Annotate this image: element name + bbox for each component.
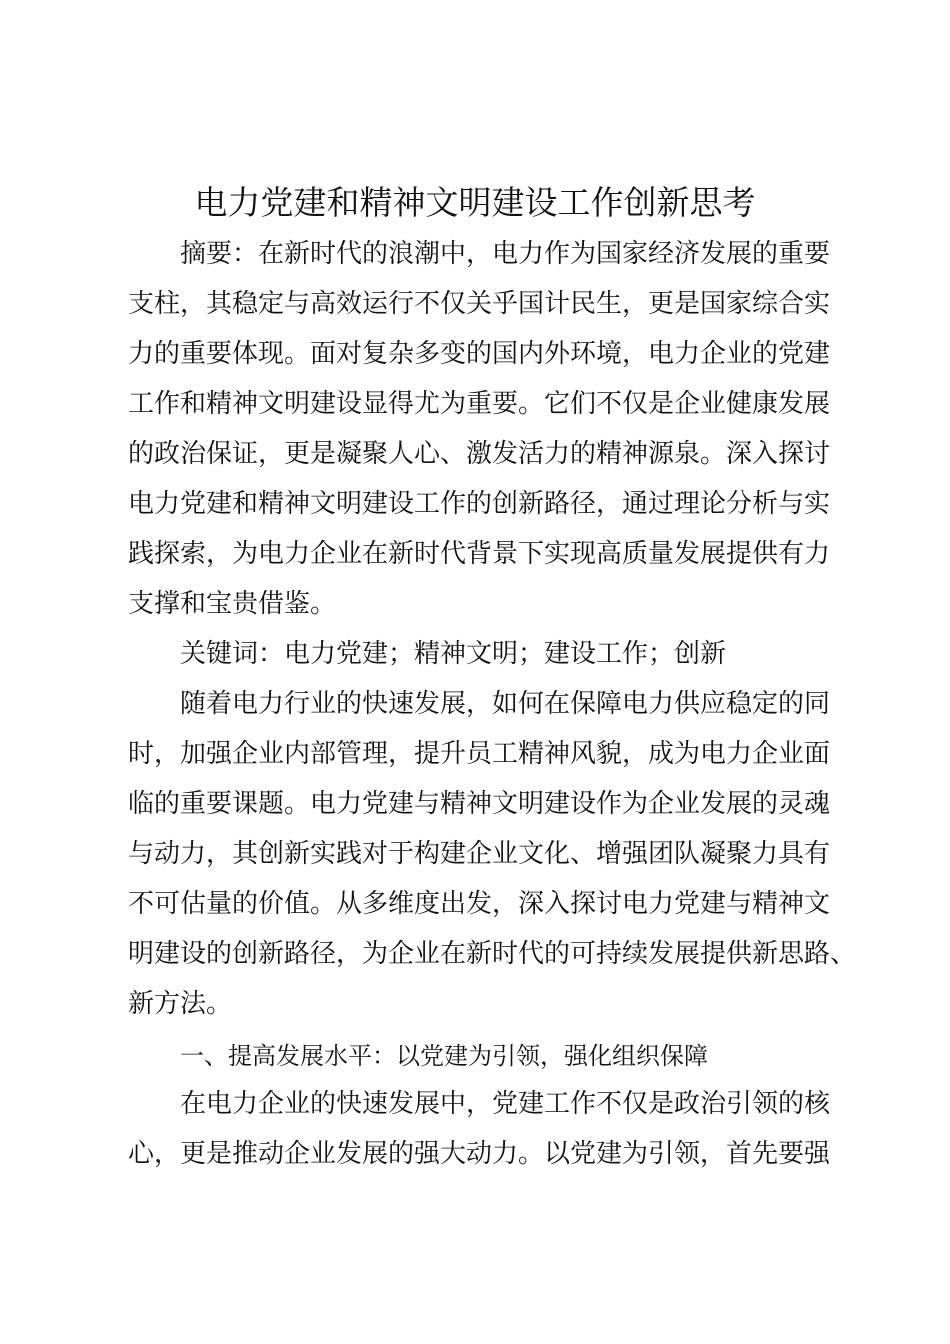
abstract-line: 力的重要体现。面对复杂多变的国内外环境，电力企业的党建 — [128, 339, 831, 369]
abstract-line: 践探索，为电力企业在新时代背景下实现高质量发展提供有力 — [128, 539, 831, 569]
keywords-line: 关键词：电力党建；精神文明；建设工作；创新 — [180, 639, 727, 669]
abstract-line: 工作和精神文明建设显得尤为重要。它们不仅是企业健康发展 — [128, 389, 831, 419]
intro-line: 临的重要课题。电力党建与精神文明建设作为企业发展的灵魂 — [128, 789, 831, 819]
intro-line: 不可估量的价值。从多维度出发，深入探讨电力党建与精神文 — [128, 889, 831, 919]
intro-line: 明建设的创新路径，为企业在新时代的可持续发展提供新思路、 — [128, 939, 857, 969]
abstract-line: 的政治保证，更是凝聚人心、激发活力的精神源泉。深入探讨 — [128, 439, 831, 469]
abstract-line: 摘要：在新时代的浪潮中，电力作为国家经济发展的重要 — [180, 239, 831, 269]
intro-line: 时，加强企业内部管理，提升员工精神风貌，成为电力企业面 — [128, 739, 831, 769]
section-body-line: 心，更是推动企业发展的强大动力。以党建为引领，首先要强 — [128, 1139, 831, 1169]
document-title: 电力党建和精神文明建设工作创新思考 — [194, 183, 756, 222]
section-heading: 一、提高发展水平：以党建为引领，强化组织保障 — [180, 1042, 708, 1070]
abstract-line: 电力党建和精神文明建设工作的创新路径，通过理论分析与实 — [128, 489, 831, 519]
section-body-line: 在电力企业的快速发展中，党建工作不仅是政治引领的核 — [180, 1089, 831, 1119]
abstract-line: 支撑和宝贵借鉴。 — [128, 589, 337, 619]
intro-line: 与动力，其创新实践对于构建企业文化、增强团队凝聚力具有 — [128, 839, 831, 869]
intro-line: 随着电力行业的快速发展，如何在保障电力供应稳定的同 — [180, 689, 831, 719]
abstract-line: 支柱，其稳定与高效运行不仅关乎国计民生，更是国家综合实 — [128, 289, 831, 319]
intro-line: 新方法。 — [128, 989, 233, 1019]
